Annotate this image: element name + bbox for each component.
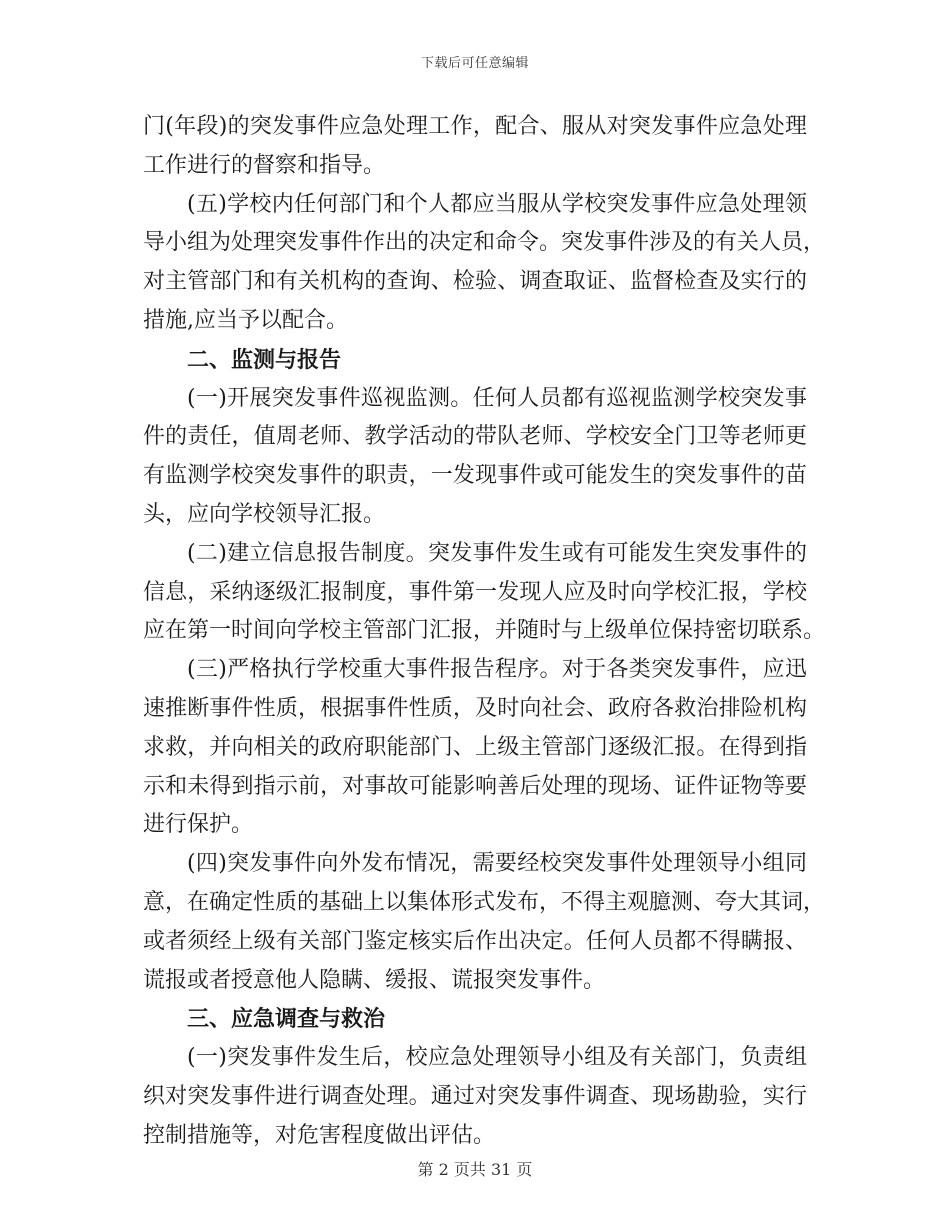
text-line: 门(年段)的突发事件应急处理工作，配合、服从对突发事件应急处理 (143, 114, 807, 139)
text-line: (一)突发事件发生后，校应急处理领导小组及有关部门，负责组 (187, 1045, 807, 1071)
text-line: 意，在确定性质的基础上以集体形式发布，不得主观臆测、夸大其词， (143, 889, 826, 915)
text-line: 件的责任，值周老师、教学活动的带队老师、学校安全门卫等老师更 (143, 424, 807, 450)
text-line: (一)开展突发事件巡视监测。任何人员都有巡视监测学校突发事 (187, 385, 807, 411)
text-line: (四)突发事件向外发布情况，需要经校突发事件处理领导小组同 (187, 851, 807, 877)
text-line: 应在第一时间向学校主管部门汇报，并随时与上级单位保持密切联系。 (143, 618, 826, 644)
document-body (143, 108, 826, 1156)
text-line: 织对突发事件进行调查处理。通过对突发事件调查、现场勘验，实行 (143, 1083, 807, 1109)
text-line: 工作进行的督察和指导。 (143, 152, 386, 178)
text-line: 示和未得到指示前，对事故可能影响善后处理的现场、证件证物等要 (143, 773, 807, 799)
text-line: 控制措施等，对危害程度做出评估。 (143, 1122, 496, 1148)
text-line: 或者须经上级有关部门鉴定核实后作出决定。任何人员都不得瞒报、 (143, 928, 807, 954)
text-line: 信息，采纳逐级汇报制度，事件第一发现人应及时向学校汇报，学校 (143, 579, 807, 605)
text-line: 速推断事件性质，根据事件性质，及时向社会、政府各救治排险机构 (143, 695, 807, 721)
section-heading: 三、应急调查与救治 (187, 1006, 386, 1033)
page-header: 下载后可任意编辑 (420, 56, 529, 71)
text-line: (五)学校内任何部门和个人都应当服从学校突发事件应急处理领 (187, 191, 807, 217)
section-heading: 二、监测与报告 (187, 346, 342, 373)
text-line: (二)建立信息报告制度。突发事件发生或有可能发生突发事件的 (187, 540, 807, 566)
text-line: 措施,应当予以配合。 (143, 307, 348, 333)
text-line: 头，应向学校领导汇报。 (143, 501, 386, 527)
text-line: 导小组为处理突发事件作出的决定和命令。突发事件涉及的有关人员， (143, 230, 826, 256)
page-footer: 第 2 页共 31 页 (417, 1160, 533, 1179)
text-line: 进行保护。 (143, 812, 254, 838)
text-line: 求救，并向相关的政府职能部门、上级主管部门逐级汇报。在得到指 (143, 734, 807, 760)
text-line: (三)严格执行学校重大事件报告程序。对于各类突发事件，应迅 (187, 657, 807, 683)
text-line: 对主管部门和有关机构的查询、检验、调查取证、监督检查及实行的 (143, 269, 807, 295)
text-line: 谎报或者授意他人隐瞒、缓报、谎报突发事件。 (143, 967, 606, 993)
text-line: 有监测学校突发事件的职责，一发现事件或可能发生的突发事件的苗 (143, 463, 807, 489)
